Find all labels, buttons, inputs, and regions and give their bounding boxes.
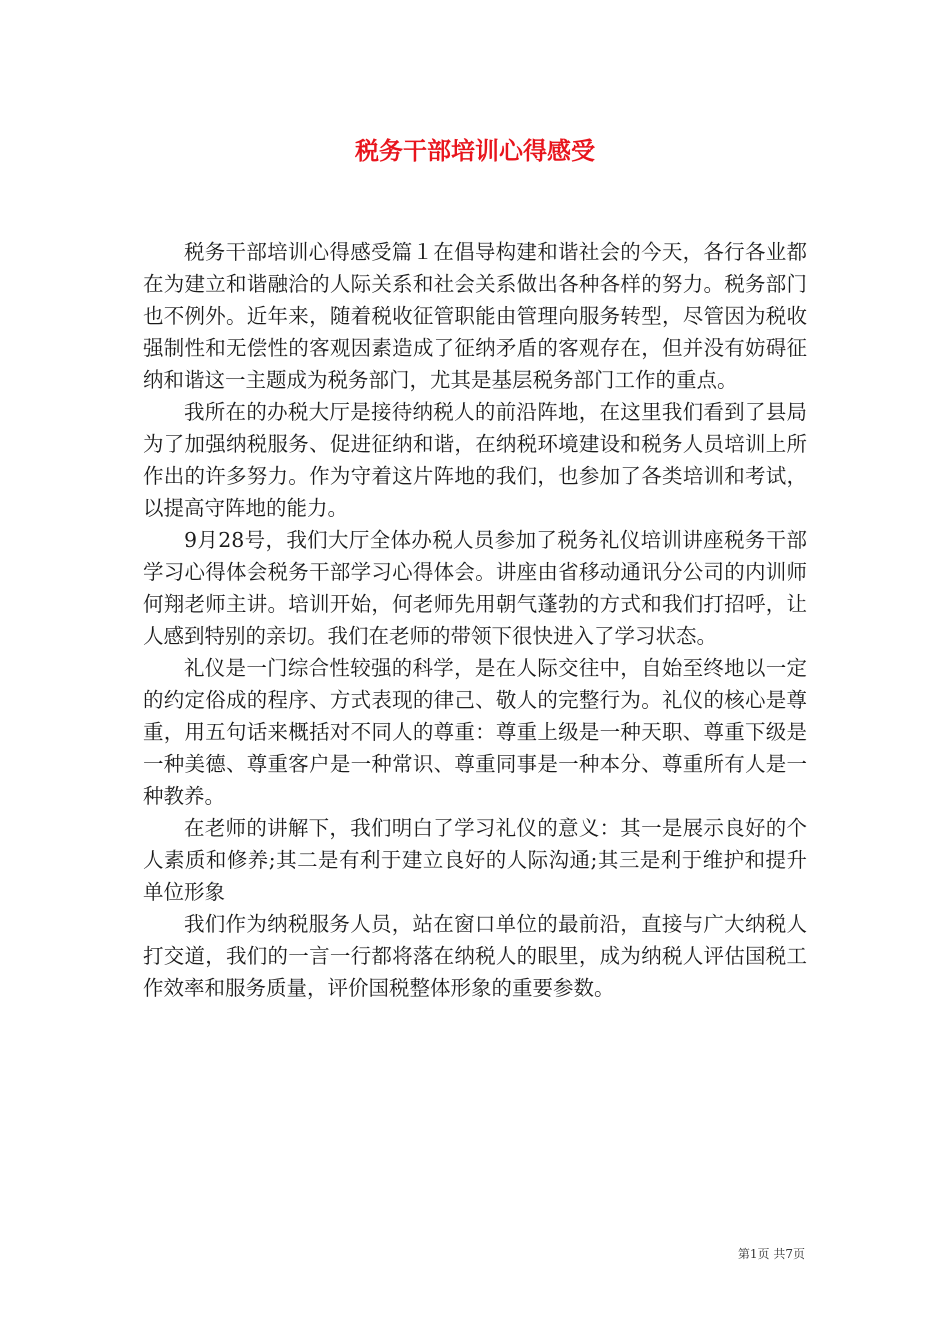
document-body bbox=[143, 236, 807, 1004]
page-number-footer bbox=[738, 1246, 805, 1262]
footer-total-pages: 7 bbox=[785, 1247, 793, 1261]
footer-prefix: 第 bbox=[737, 1247, 750, 1261]
footer-suffix: 页 bbox=[792, 1247, 805, 1261]
paragraph-6: 我们作为纳税服务人员，站在窗口单位的最前沿，直接与广大纳税人打交道，我们的一言一行都将落在纳税人的眼里，成为纳税人评估国税工作效率和服务质量，评价国税整体形象的重要参数。 bbox=[143, 912, 807, 1000]
paragraph-3: 9月28号，我们大厅全体办税人员参加了税务礼仪培训讲座税务干部学习心得体会税务干部学习心得体会。讲座由省移动通讯分公司的内训师何翔老师主讲。培训开始，何老师先用朝气蓬勃的方式和我们打招呼，让人感到特别的亲切。我们在老师的带领下很快进入了学习状态。 bbox=[143, 528, 807, 648]
paragraph-5: 在老师的讲解下，我们明白了学习礼仪的意义：其一是展示良好的个人素质和修养;其二是有利于建立良好的人际沟通;其三是利于维护和提升单位形象 bbox=[143, 816, 807, 904]
footer-current-page: 1 bbox=[749, 1247, 758, 1261]
paragraph-1: 税务干部培训心得感受篇１在倡导构建和谐社会的今天，各行各业都在为建立和谐融洽的人际关系和社会关系做出各种各样的努力。税务部门也不例外。近年来，随着税收征管职能由管理向服务转型，尽管因为税收强制性和无偿性的客观因素造成了征纳矛盾的客观存在，但并没有妨碍征纳和谐这一主题成为税务部门，尤其是基层税务部门工作的重点。 bbox=[143, 240, 807, 392]
paragraph-4: 礼仪是一门综合性较强的科学，是在人际交往中，自始至终地以一定的约定俗成的程序、方式表现的律己、敬人的完整行为。礼仪的核心是尊重，用五句话来概括对不同人的尊重：尊重上级是一种天职、尊重下级是一种美德、尊重客户是一种常识、尊重同事是一种本分、尊重所有人是一种教养。 bbox=[143, 656, 807, 808]
paragraph-2: 我所在的办税大厅是接待纳税人的前沿阵地，在这里我们看到了县局为了加强纳税服务、促进征纳和谐，在纳税环境建设和税务人员培训上所作出的许多努力。作为守着这片阵地的我们，也参加了各类培训和考试，以提高守阵地的能力。 bbox=[143, 400, 807, 520]
document-title: 税务干部培训心得感受 bbox=[355, 136, 595, 165]
footer-middle: 页 共 bbox=[757, 1247, 786, 1261]
